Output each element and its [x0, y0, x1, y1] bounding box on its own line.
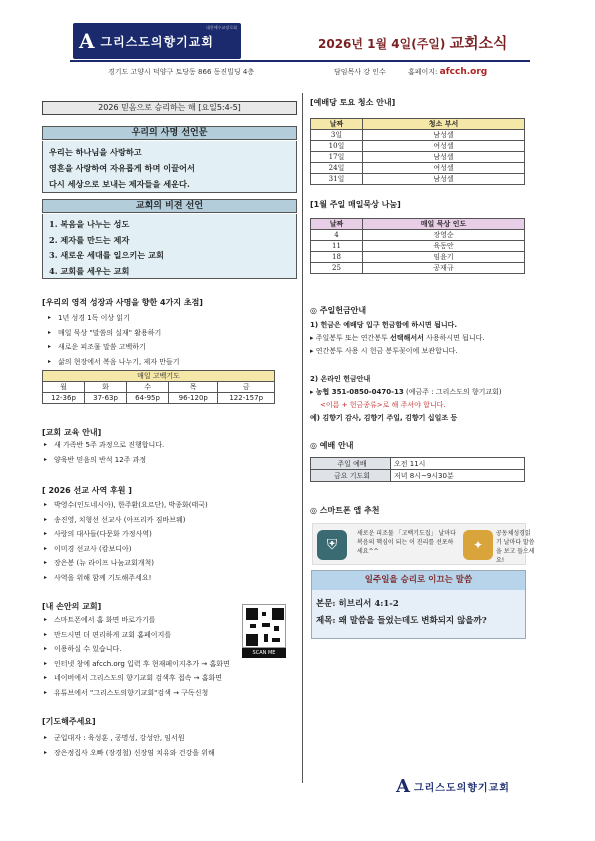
table-cell: 31일	[311, 174, 363, 185]
daily-prayer-table	[42, 370, 275, 404]
growth-list	[48, 311, 180, 369]
list-item: ▸ 송진영, 치형선 선교사 (아프리카 짐바브웨)	[44, 513, 208, 528]
vision-line: 1. 복음을 나누는 성도	[49, 219, 130, 229]
offering-text: 연간봉투 사용 시 헌금 봉투꽂이에 보관합니다.	[315, 347, 458, 355]
table-cell: 장영순	[363, 230, 525, 241]
list-item: ▸ 박영수(인도네시아), 한주환(요르단), 박종화(태국)	[44, 498, 208, 513]
table-row	[311, 141, 525, 152]
list-item: ▸ 이미경 선교사 (캄보디아)	[44, 542, 208, 557]
sermon-subject: 제목: 왜 말씀을 들었는데도 변화되지 않을까?	[316, 616, 487, 626]
daily-prayer-title: 매일 고백기도	[43, 371, 275, 382]
logo-mark-icon: A	[396, 775, 410, 797]
table-header: 날짜	[311, 219, 363, 230]
list-item: ▸ 네이버에서 그리스도의 향기교회 검색후 접속 → 홈화면	[44, 671, 230, 686]
homepage-link[interactable]: afcch.org	[439, 67, 488, 77]
table-row	[311, 252, 525, 263]
morning-devotion-table	[310, 218, 525, 274]
mission-support-list	[44, 498, 208, 585]
mission-line: 다시 세상으로 보내는 제자들을 세운다.	[49, 179, 190, 189]
table-row	[311, 470, 525, 482]
offering-line: 1) 헌금은 예배당 입구 헌금함에 하시면 됩니다.	[310, 321, 458, 329]
table-cell: 남성셀	[363, 152, 525, 163]
scripture-reference: 본문: 히브리서 4:1-2	[316, 599, 399, 609]
day-cell: 목	[169, 382, 218, 393]
account-line: ▸ 농협 351-0850-0470-13 (예금주 : 그리스도의 향기교회)	[310, 388, 502, 396]
table-row	[311, 152, 525, 163]
day-cell: 화	[85, 382, 127, 393]
table-cell: 17일	[311, 152, 363, 163]
footer-logo-text: 그리스도의향기교회	[413, 782, 510, 794]
offering-info	[310, 319, 485, 358]
church-address: 경기도 고양시 덕양구 토당동 866 동진빌딩 4층	[108, 68, 255, 76]
table-cell: 공재규	[363, 263, 525, 274]
table-cell: 육동안	[363, 241, 525, 252]
day-cell: 금	[218, 382, 275, 393]
vision-title: 교회의 비젼 선언	[42, 199, 297, 213]
vision-statement	[42, 214, 297, 279]
growth-title: [우리의 영적 성장과 사명을 향한 4가지 초점]	[42, 298, 203, 307]
day-cell: 월	[43, 382, 85, 393]
vision-line: 2. 제자를 만드는 제자	[49, 234, 130, 245]
bible-app-icon[interactable]: ✦	[463, 530, 493, 560]
vision-line: 4. 교회를 세우는 교회	[49, 265, 130, 276]
homepage-guide-title: [내 손안의 교회]	[42, 602, 102, 611]
online-offering-info	[310, 373, 502, 425]
table-row	[311, 241, 525, 252]
offering-example: 예) 김향기 감사, 김향기 주일, 김향기 십일조 등	[310, 414, 458, 422]
list-item: ▸ 새 가족반 5주 과정으로 진행합니다.	[44, 438, 164, 453]
list-item-continuation	[44, 628, 230, 643]
account-number: 농협 351-0850-0470-13	[315, 388, 404, 396]
pastor-name: 담임목사 강 인수	[334, 68, 386, 76]
table-cell: 여성셀	[363, 163, 525, 174]
list-item: ▸ 매일 묵상 "말씀의 실재" 활용하기	[48, 326, 180, 341]
year-motto: 2026 믿음으로 승리하는 해 [요일5:4-5]	[42, 101, 297, 115]
continuation-text: 만드시면 더 편리하게 교회 홈페이지를	[54, 630, 172, 639]
logo-tag: 대한예수교장로회	[206, 25, 237, 30]
list-item: ▸ 새로운 피조물 말씀 고백하기	[48, 340, 180, 355]
list-item: ▸ 1년 성경 1독 이상 읽기	[48, 311, 180, 326]
continuation-text: 이용하실 수 있습니다.	[54, 645, 122, 653]
offering-title: ◎ 주일헌금안내	[310, 306, 367, 315]
table-cell: 오전 11시	[391, 458, 525, 470]
table-cell: 임윤기	[363, 252, 525, 263]
weekly-word	[311, 570, 526, 639]
table-row	[311, 263, 525, 274]
table-cell: 25	[311, 263, 363, 274]
church-logo	[73, 23, 241, 59]
page-range-cell: 122-157p	[218, 393, 275, 404]
mission-line: 우리는 하나님을 사랑하고	[49, 147, 142, 157]
mission-support-title: [ 2026 선교 사역 후원 ]	[42, 486, 132, 495]
offering-memo: <이름 + 헌금종류>로 해 주셔야 합니다.	[320, 401, 446, 409]
table-header: 매일 묵상 인도	[363, 219, 525, 230]
table-cell: 남성셀	[363, 130, 525, 141]
table-row	[311, 458, 525, 470]
table-cell: 3일	[311, 130, 363, 141]
bulletin-heading: 교회소식	[449, 34, 508, 52]
list-item: ▸ 인터넷 창에 afcch.org 입력 후 현재페이지추가 → 홈화면	[44, 657, 230, 672]
page-range-cell: 37-63p	[85, 393, 127, 404]
page-range-cell: 96-120p	[169, 393, 218, 404]
footer-logo	[396, 775, 526, 797]
app-recommendation	[312, 523, 535, 565]
table-cell: 4	[311, 230, 363, 241]
list-item: ▸ 스마트폰에서 홈 화면 바로가기를	[44, 613, 230, 628]
offering-text: 주일봉투 또는 연간봉투	[315, 334, 391, 342]
table-cell: 24일	[311, 163, 363, 174]
list-item: ▸ 군입대자 : 육성훈 , 공명성, 강성안, 임서원	[44, 731, 215, 746]
table-cell: 남성셀	[363, 174, 525, 185]
prayer-request-title: [기도해주세요]	[42, 717, 96, 726]
table-row	[311, 174, 525, 185]
app2-description: 공동체성경읽기 날마다 말씀을 보고 들으세요!	[496, 530, 535, 564]
logo-text: 그리스도의향기교회	[100, 34, 214, 49]
offering-emphasis: 선택해서서	[390, 334, 424, 342]
qr-code[interactable]	[242, 604, 286, 648]
offering-line: ▸ 주일봉투 또는 연간봉투 선택해서서 사용하시면 됩니다.	[310, 334, 485, 342]
bulletin-date: 2026년 1월 4일(주일)	[318, 37, 446, 51]
table-row	[311, 163, 525, 174]
weekly-word-title: 일주일을 승리로 이끄는 말씀	[312, 571, 525, 590]
app1-description: 새로운 피조물 「고백기도집」 날마다 복음의 핵심이 되는 이 진리를 선포하세요^^	[357, 530, 456, 555]
scan-me-label: SCAN ME	[242, 648, 286, 658]
logo-mark-icon: A	[79, 29, 95, 53]
shield-app-icon[interactable]: ⛨	[317, 530, 347, 560]
table-cell: 18	[311, 252, 363, 263]
table-row	[311, 230, 525, 241]
table-cell: 여성셀	[363, 141, 525, 152]
app-title: ◎ 스마트폰 앱 추천	[310, 506, 380, 515]
list-item: ▸ 장은봉 (뉴 라이프 나눔교회개척)	[44, 556, 208, 571]
prayer-request-list	[44, 731, 215, 760]
education-title: [교회 교육 안내]	[42, 428, 102, 437]
table-header: 날짜	[311, 119, 363, 130]
table-cell: 10일	[311, 141, 363, 152]
account-holder: (예금주 : 그리스도의 향기교회)	[403, 388, 502, 396]
list-item: ▸ 사역을 위해 함께 기도해주세요!	[44, 571, 208, 586]
homepage-guide-list	[44, 613, 230, 700]
vision-line: 3. 새로운 세대를 일으키는 교회	[49, 250, 164, 260]
list-item: ▸ 양육반 믿음의 반석 12주 과정	[44, 453, 164, 468]
list-item: ▸ 사랑의 대사들(다문화 가정사역)	[44, 527, 208, 542]
list-item-continuation	[44, 642, 230, 657]
table-cell: 저녁 8시~9시30분	[391, 470, 525, 482]
worship-title: ◎ 예배 안내	[310, 441, 354, 450]
list-item: ▸ 유튜브에서 "그리스도의향기교회"검색 → 구독신청	[44, 686, 230, 701]
table-cell: 11	[311, 241, 363, 252]
page-range-cell: 64-95p	[127, 393, 169, 404]
offering-text: 사용하시면 됩니다.	[423, 334, 485, 342]
list-item: ▸ 장은정집사 오빠 (장경철) 신장염 치유와 건강을 위해	[44, 746, 215, 761]
online-offering-title: 2) 온라인 헌금안내	[310, 375, 371, 383]
mission-title: 우리의 사명 선언문	[42, 126, 297, 140]
table-cell: 금요 기도회	[311, 470, 391, 482]
page-range-cell: 12-36p	[43, 393, 85, 404]
homepage-label: 홈페이지:	[408, 68, 438, 76]
offering-line: ▸ 연간봉투 사용 시 헌금 봉투꽂이에 보관합니다.	[310, 347, 458, 355]
mission-line: 영혼을 사랑하여 자유롭게 하며 이끌어서	[49, 163, 195, 173]
table-cell: 주일 예배	[311, 458, 391, 470]
cleaning-title: [예배당 토요 청소 안내]	[310, 98, 396, 107]
table-row	[311, 130, 525, 141]
education-list	[44, 438, 164, 467]
cleaning-table	[310, 118, 525, 185]
day-cell: 수	[127, 382, 169, 393]
morning-devotion-title: [1월 주일 매일묵상 나눔]	[310, 200, 401, 209]
bulletin-title	[318, 32, 508, 53]
header-divider	[70, 60, 530, 62]
worship-table	[310, 457, 525, 482]
mission-statement	[42, 141, 297, 193]
table-header: 청소 부서	[363, 119, 525, 130]
homepage-info	[408, 67, 487, 77]
list-item: ▸ 삶의 현장에서 복음 나누기, 제자 만들기	[48, 355, 180, 370]
column-divider	[302, 93, 303, 783]
